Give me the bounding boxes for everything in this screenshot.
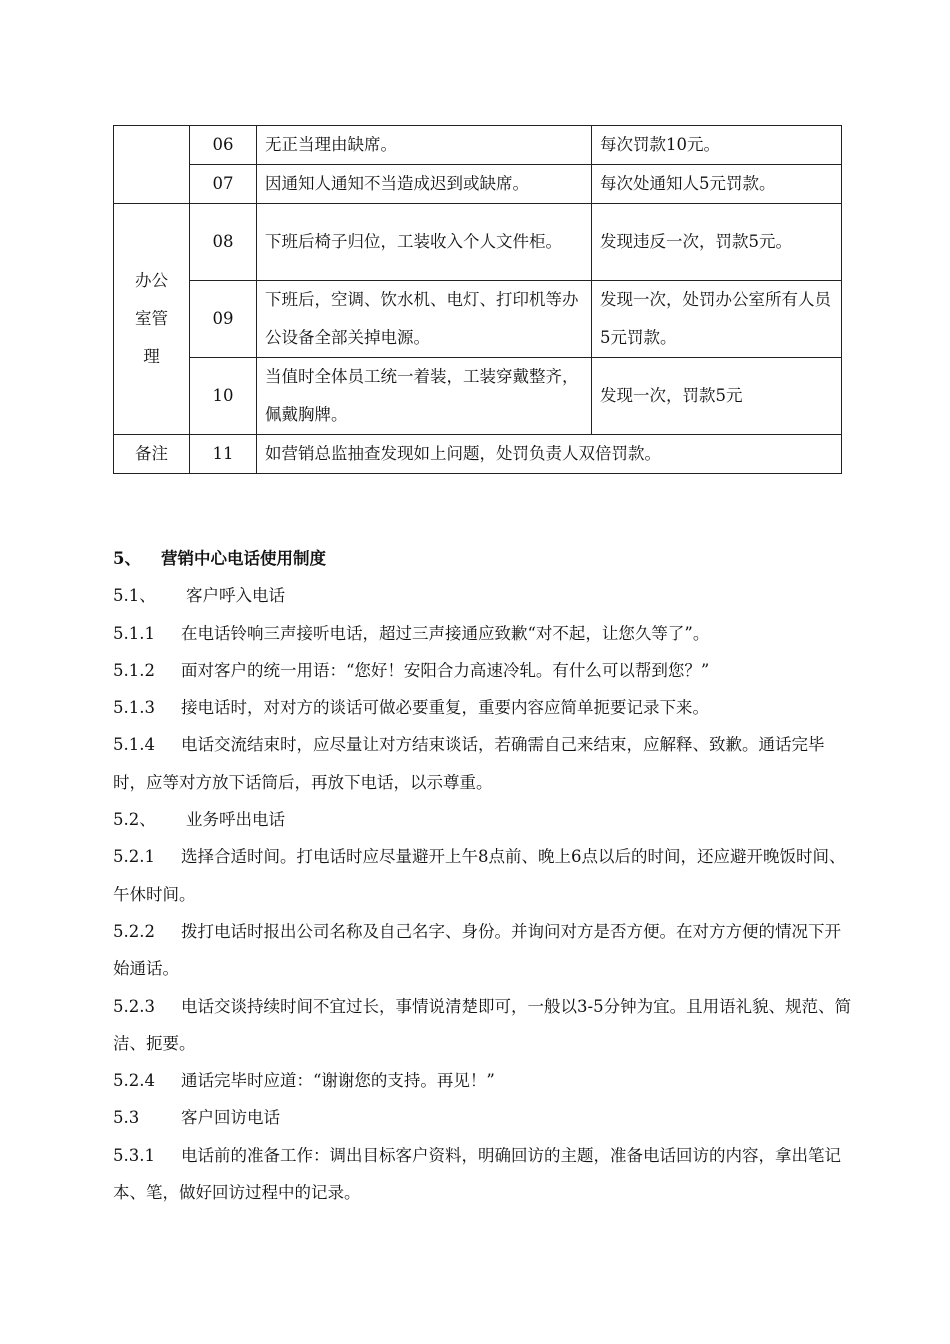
- item-text: 电话交流结束时，应尽量让对方结束谈话，若确需自己来结束，应解释、致歉。通话完毕时，应等对方放下话筒后，再放下电话，以示尊重。: [113, 735, 825, 792]
- rule-description: 如营销总监抽查发现如上问题，处罚负责人双倍罚款。: [257, 435, 842, 474]
- item-number: 5.1.2: [113, 660, 155, 680]
- heading-number: 5、: [113, 549, 141, 568]
- paragraph: [113, 838, 853, 913]
- penalty-text: 发现一次，罚款5元: [592, 358, 842, 435]
- category-cell-note: 备注: [114, 435, 190, 474]
- rule-description: 当值时全体员工统一着装，工装穿戴整齐，佩戴胸牌。: [257, 358, 592, 435]
- table-row: [114, 281, 842, 358]
- subsection-title: [113, 801, 853, 838]
- item-text: 通话完毕时应道：“谢谢您的支持。再见！”: [181, 1071, 495, 1091]
- item-number: 5.1.1: [113, 623, 155, 643]
- paragraph: [113, 689, 853, 726]
- subsection-title: [113, 577, 853, 614]
- item-number: 5.2.1: [113, 847, 155, 867]
- phone-policy-section: [113, 540, 853, 1211]
- section-heading: [113, 540, 853, 577]
- item-text: 业务呼出电话: [186, 810, 285, 830]
- item-text: 面对客户的统一用语：“您好！安阳合力高速冷轧。有什么可以帮到您？”: [181, 660, 710, 680]
- item-text: 在电话铃响三声接听电话，超过三声接通应致歉“对不起，让您久等了”。: [181, 623, 710, 643]
- item-number: 5.3: [113, 1108, 140, 1128]
- item-number: 5.1.3: [113, 698, 155, 718]
- category-cell-office: [114, 204, 190, 435]
- category-cell-empty: [114, 126, 190, 204]
- paragraph: [113, 1062, 853, 1099]
- paragraph: [113, 615, 853, 652]
- item-number: 5.2.4: [113, 1071, 155, 1091]
- item-text: 电话前的准备工作：调出目标客户资料，明确回访的主题，准备电话回访的内容，拿出笔记本、笔，做好回访过程中的记录。: [113, 1145, 841, 1203]
- item-number: 5.1、: [113, 586, 156, 606]
- item-text: 选择合适时间。打电话时应尽量避开上午8点前、晚上6点以后的时间，还应避开晚饭时间、午休时间。: [113, 847, 846, 904]
- item-number: 5.2、: [113, 810, 156, 830]
- penalty-table: [113, 125, 842, 474]
- paragraph: [113, 988, 853, 1063]
- paragraph: [113, 1137, 853, 1212]
- rule-description: 下班后椅子归位，工装收入个人文件柜。: [257, 204, 592, 281]
- table-row: [114, 204, 842, 281]
- subsection-title: [113, 1099, 853, 1136]
- category-label-office: 办公室管理: [135, 271, 168, 366]
- item-number: 5.2.2: [113, 921, 155, 941]
- penalty-text: 每次处通知人5元罚款。: [592, 165, 842, 204]
- penalty-text: 每次罚款10元。: [592, 126, 842, 165]
- heading-text: 营销中心电话使用制度: [161, 549, 326, 568]
- paragraph: [113, 913, 853, 988]
- row-number: 10: [190, 358, 257, 435]
- rule-description: 下班后，空调、饮水机、电灯、打印机等办公设备全部关掉电源。: [257, 281, 592, 358]
- row-number: 06: [190, 126, 257, 165]
- item-number: 5.3.1: [113, 1145, 155, 1165]
- rule-description: 因通知人通知不当造成迟到或缺席。: [257, 165, 592, 204]
- item-text: 客户回访电话: [181, 1108, 280, 1128]
- paragraph: [113, 652, 853, 689]
- penalty-text: 发现违反一次，罚款5元。: [592, 204, 842, 281]
- table-row: [114, 165, 842, 204]
- item-number: 5.1.4: [113, 735, 155, 755]
- table-row: [114, 126, 842, 165]
- row-number: 07: [190, 165, 257, 204]
- item-text: 电话交谈持续时间不宜过长，事情说清楚即可，一般以3-5分钟为宜。且用语礼貌、规范、简洁、扼要。: [113, 996, 852, 1053]
- table-row: [114, 358, 842, 435]
- item-text: 客户呼入电话: [186, 586, 285, 606]
- row-number: 08: [190, 204, 257, 281]
- row-number: 11: [190, 435, 257, 474]
- penalty-text: 发现一次，处罚办公室所有人员5元罚款。: [592, 281, 842, 358]
- table-row: [114, 435, 842, 474]
- item-number: 5.2.3: [113, 996, 155, 1016]
- item-text: 接电话时，对对方的谈话可做必要重复，重要内容应简单扼要记录下来。: [181, 698, 709, 718]
- rule-description: 无正当理由缺席。: [257, 126, 592, 165]
- paragraph: [113, 726, 853, 801]
- row-number: 09: [190, 281, 257, 358]
- item-text: 拨打电话时报出公司名称及自己名字、身份。并询问对方是否方便。在对方方便的情况下开始通话。: [113, 921, 841, 979]
